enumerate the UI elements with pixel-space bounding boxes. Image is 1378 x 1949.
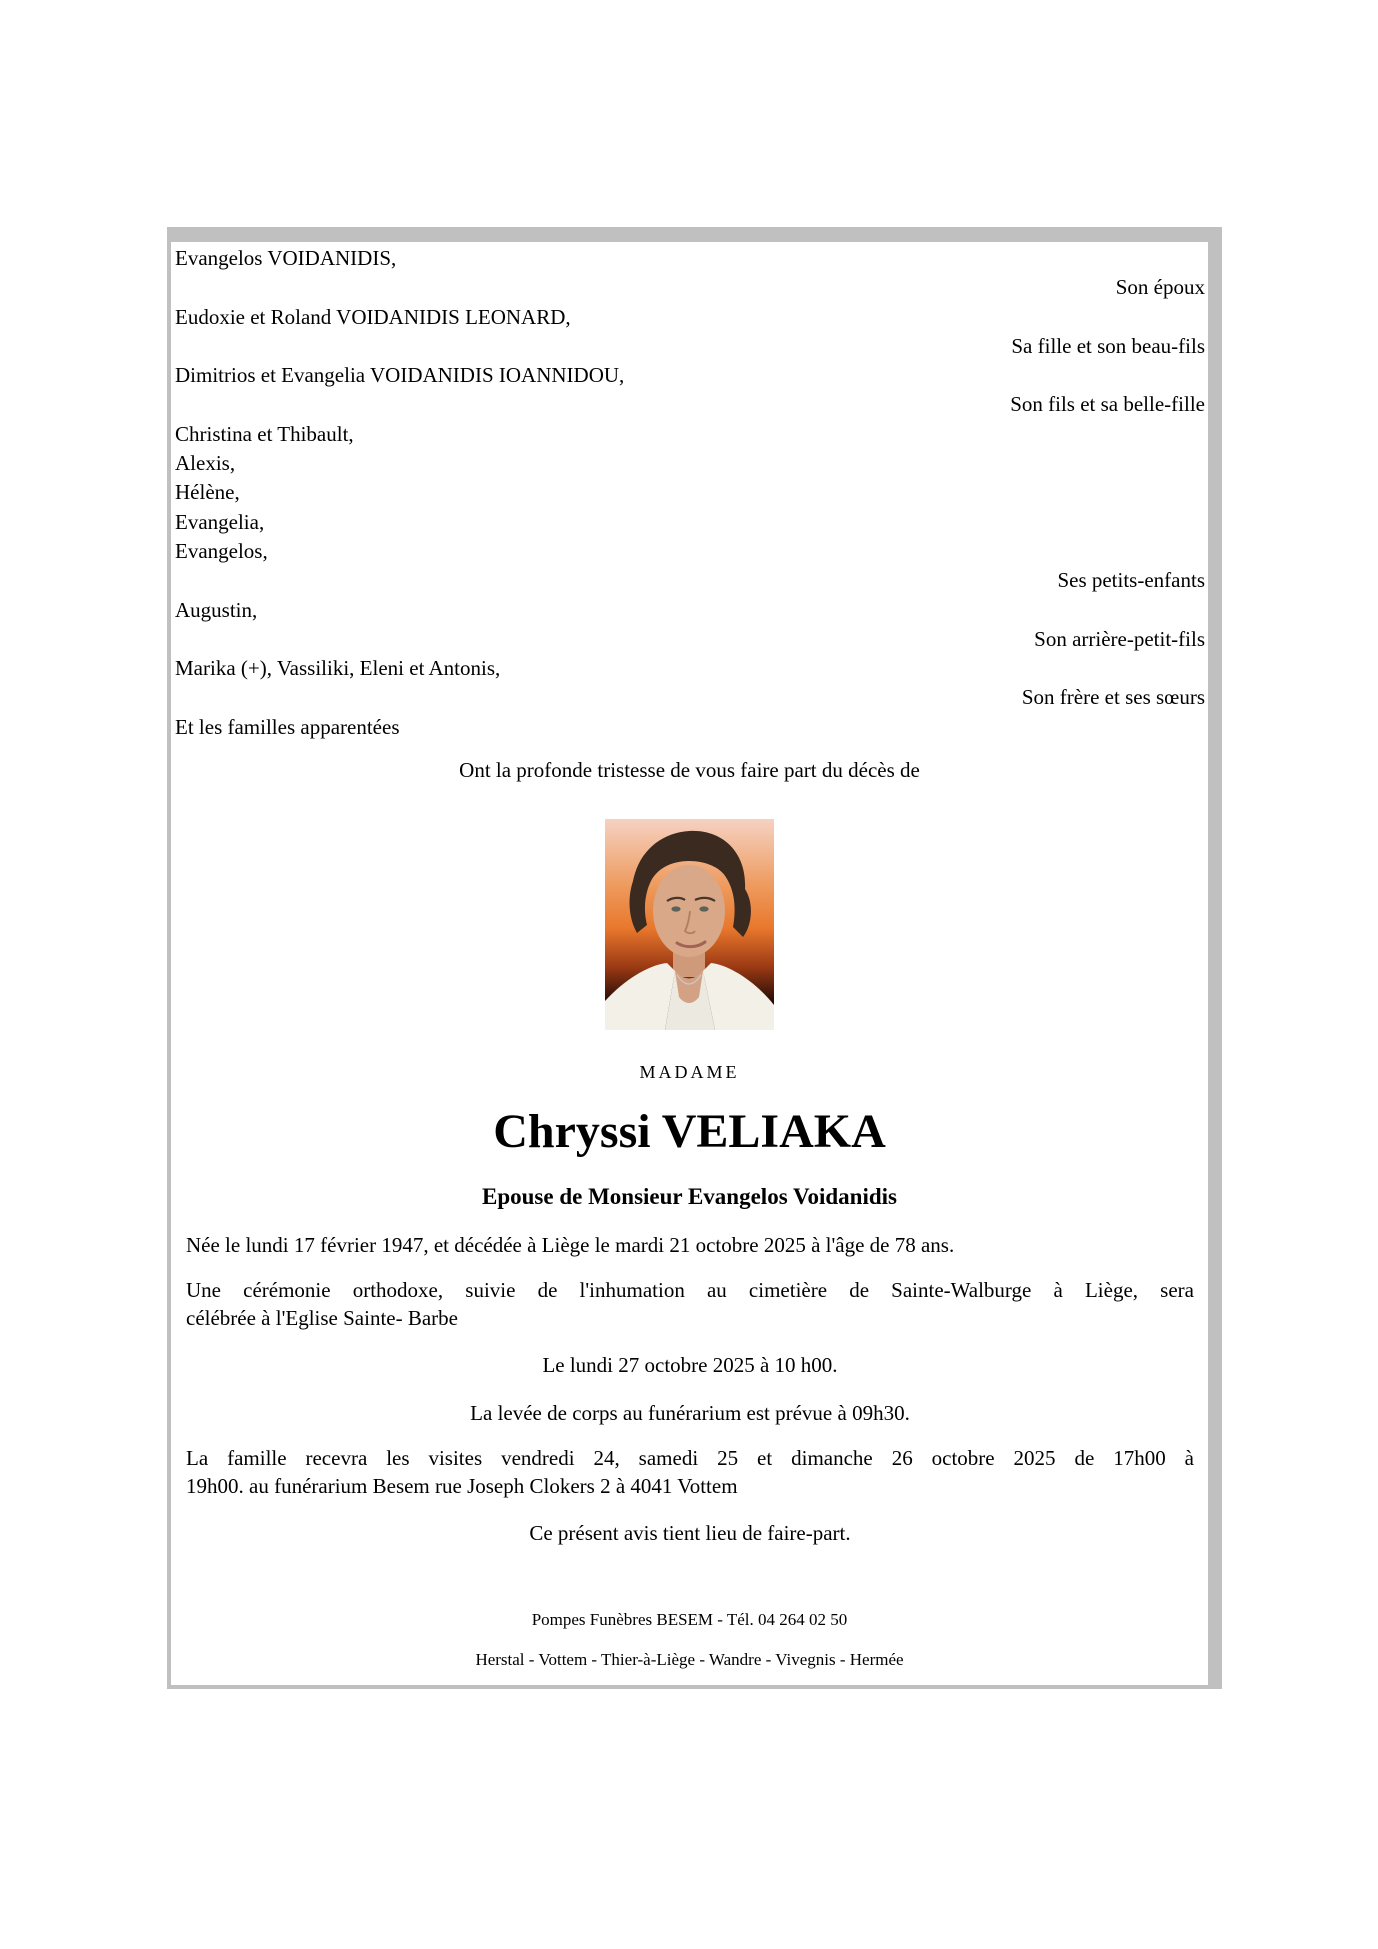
portrait-photo — [605, 819, 774, 1030]
announcement-sheet — [171, 242, 1208, 1685]
family-names-line: Et les familles apparentées — [175, 714, 400, 739]
ceremony-line-2: célébrée à l'Eglise Sainte- Barbe — [186, 1306, 458, 1331]
notice-line: Ce présent avis tient lieu de faire-part. — [529, 1521, 851, 1546]
spouse-line: Epouse de Monsieur Evangelos Voidanidis — [482, 1184, 897, 1210]
family-names-line: Alexis, — [175, 451, 236, 476]
family-names-line: Marika (+), Vassiliki, Eleni et Antonis, — [175, 656, 501, 681]
relationship-label: Son arrière-petit-fils — [1034, 626, 1205, 651]
funeral-home-line: Pompes Funèbres BESEM - Tél. 04 264 02 50 — [531, 1610, 848, 1630]
family-names-line: Evangelos VOIDANIDIS, — [175, 246, 397, 270]
relationship-label: Ses petits-enfants — [1057, 568, 1205, 593]
family-names-line: Eudoxie et Roland VOIDANIDIS LEONARD, — [175, 304, 571, 329]
eye — [671, 906, 680, 911]
relationship-label: Son fils et sa belle-fille — [1010, 392, 1205, 417]
visits-line-2: 19h00. au funérarium Besem rue Joseph Clokers 2 à 4041 Vottem — [186, 1474, 738, 1499]
birth-death-line: Née le lundi 17 février 1947, et décédée à Liège le mardi 21 octobre 2025 à l'âge de 78 ans. — [186, 1233, 955, 1258]
relations-block — [171, 242, 1208, 742]
announcement-intro: Ont la profonde tristesse de vous faire part du décès de — [459, 758, 920, 783]
eye — [699, 906, 708, 911]
family-names-line: Evangelia, — [175, 509, 265, 534]
honorific: MADAME — [639, 1062, 740, 1083]
visits-line-1: La famille recevra les visites vendredi 24, samedi 25 et dimanche 26 octobre 2025 de 17h00 à — [186, 1446, 1194, 1471]
family-names-line: Evangelos, — [175, 538, 268, 563]
relationship-label: Son époux — [1115, 275, 1205, 300]
family-names-line: Augustin, — [175, 597, 258, 622]
levee-line: La levée de corps au funérarium est prévue à 09h30. — [470, 1401, 910, 1426]
scan-frame — [167, 227, 1222, 1689]
face — [653, 865, 725, 957]
visits-paragraph — [171, 1444, 1208, 1500]
ceremony-line-1: Une cérémonie orthodoxe, suivie de l'inhumation au cimetière de Sainte-Walburge à Liège, sera — [186, 1278, 1194, 1303]
family-names-line: Dimitrios et Evangelia VOIDANIDIS IOANNIDOU, — [175, 363, 625, 388]
ceremony-paragraph — [171, 1276, 1208, 1332]
locations-line: Herstal - Vottem - Thier-à-Liège - Wandre - Vivegnis - Hermée — [475, 1650, 904, 1670]
family-names-line: Hélène, — [175, 480, 240, 505]
relationship-label: Sa fille et son beau-fils — [1011, 333, 1205, 358]
family-names-line: Christina et Thibault, — [175, 421, 354, 446]
deceased-name: Chryssi VELIAKA — [493, 1105, 886, 1159]
ceremony-datetime: Le lundi 27 octobre 2025 à 10 h00. — [542, 1353, 838, 1378]
relationship-label: Son frère et ses sœurs — [1021, 685, 1205, 710]
